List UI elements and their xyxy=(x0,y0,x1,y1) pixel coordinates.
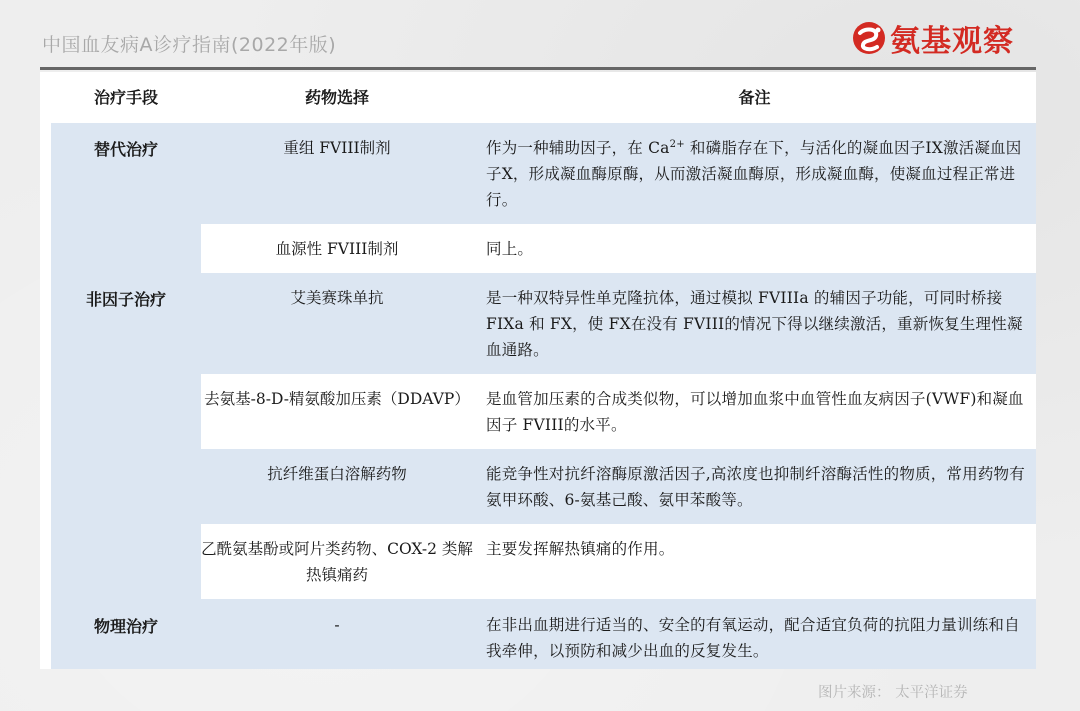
note-cell xyxy=(486,135,1031,213)
note-text: 和磷脂存在下，与活化的凝血因子IX激活凝血因子X，形成凝血酶原酶，从而激活凝血酶原，形成凝血酶，使凝血过程正常进行。 xyxy=(486,139,1022,209)
drug-cell: - xyxy=(334,616,340,634)
title-divider xyxy=(40,67,1036,70)
table-header xyxy=(40,72,1036,123)
header-drug: 药物选择 xyxy=(304,88,369,107)
brand-name: 氨基观察 xyxy=(890,24,1014,59)
note-cell: 主要发挥解热镇痛的作用。 xyxy=(486,540,675,558)
brand-logo xyxy=(852,16,1014,60)
image-source: 图片来源： 太平洋证券 xyxy=(818,685,968,701)
drug-cell: 去氨基-8-D-精氨酸加压素（DDAVP） xyxy=(204,390,470,408)
drug-cell: 重组 FVIII制剂 xyxy=(283,139,391,157)
note-cell: 同上。 xyxy=(486,240,534,258)
note-cell: 在非出血期进行适当的、安全的有氧运动，配合适宜负荷的抗阻力量训练和自我牵伸，以预防和减少出血的反复发生。 xyxy=(486,616,1020,660)
header-note: 备注 xyxy=(738,88,771,107)
drug-cell: 血源性 FVIII制剂 xyxy=(275,240,399,258)
note-cell: 是一种双特异性单克隆抗体，通过模拟 FVIIIa 的辅因子功能，可同时桥接 FIXa 和 FX，使 FX在没有 FVIII的情况下得以继续激活，重新恢复生理性凝血通路。 xyxy=(486,289,1023,359)
drug-cell: 抗纤维蛋白溶解药物 xyxy=(267,465,407,483)
category-cell: 替代治疗 xyxy=(93,140,158,159)
treatment-table xyxy=(40,72,1036,669)
drug-cell: 艾美赛珠单抗 xyxy=(290,289,384,307)
category-cell: 非因子治疗 xyxy=(85,290,166,309)
header-treatment: 治疗手段 xyxy=(93,88,158,107)
brand-swirl-icon xyxy=(852,21,886,55)
drug-cell: 乙酰氨基酚或阿片类药物、COX-2 类解热镇痛药 xyxy=(201,540,473,584)
note-cell: 能竞争性对抗纤溶酶原激活因子,高浓度也抑制纤溶酶活性的物质，常用药物有氨甲环酸、6-氨基己酸、氨甲苯酸等。 xyxy=(486,465,1025,509)
note-text: 作为一种辅助因子，在 Ca xyxy=(486,139,670,157)
note-superscript: 2+ xyxy=(669,138,685,150)
page-title: 中国血友病A诊疗指南(2022年版) xyxy=(42,34,337,56)
category-column xyxy=(51,123,201,669)
category-cell: 物理治疗 xyxy=(93,617,158,636)
note-cell: 是血管加压素的合成类似物，可以增加血浆中血管性血友病因子(VWF)和凝血因子 FVIII的水平。 xyxy=(486,390,1024,434)
